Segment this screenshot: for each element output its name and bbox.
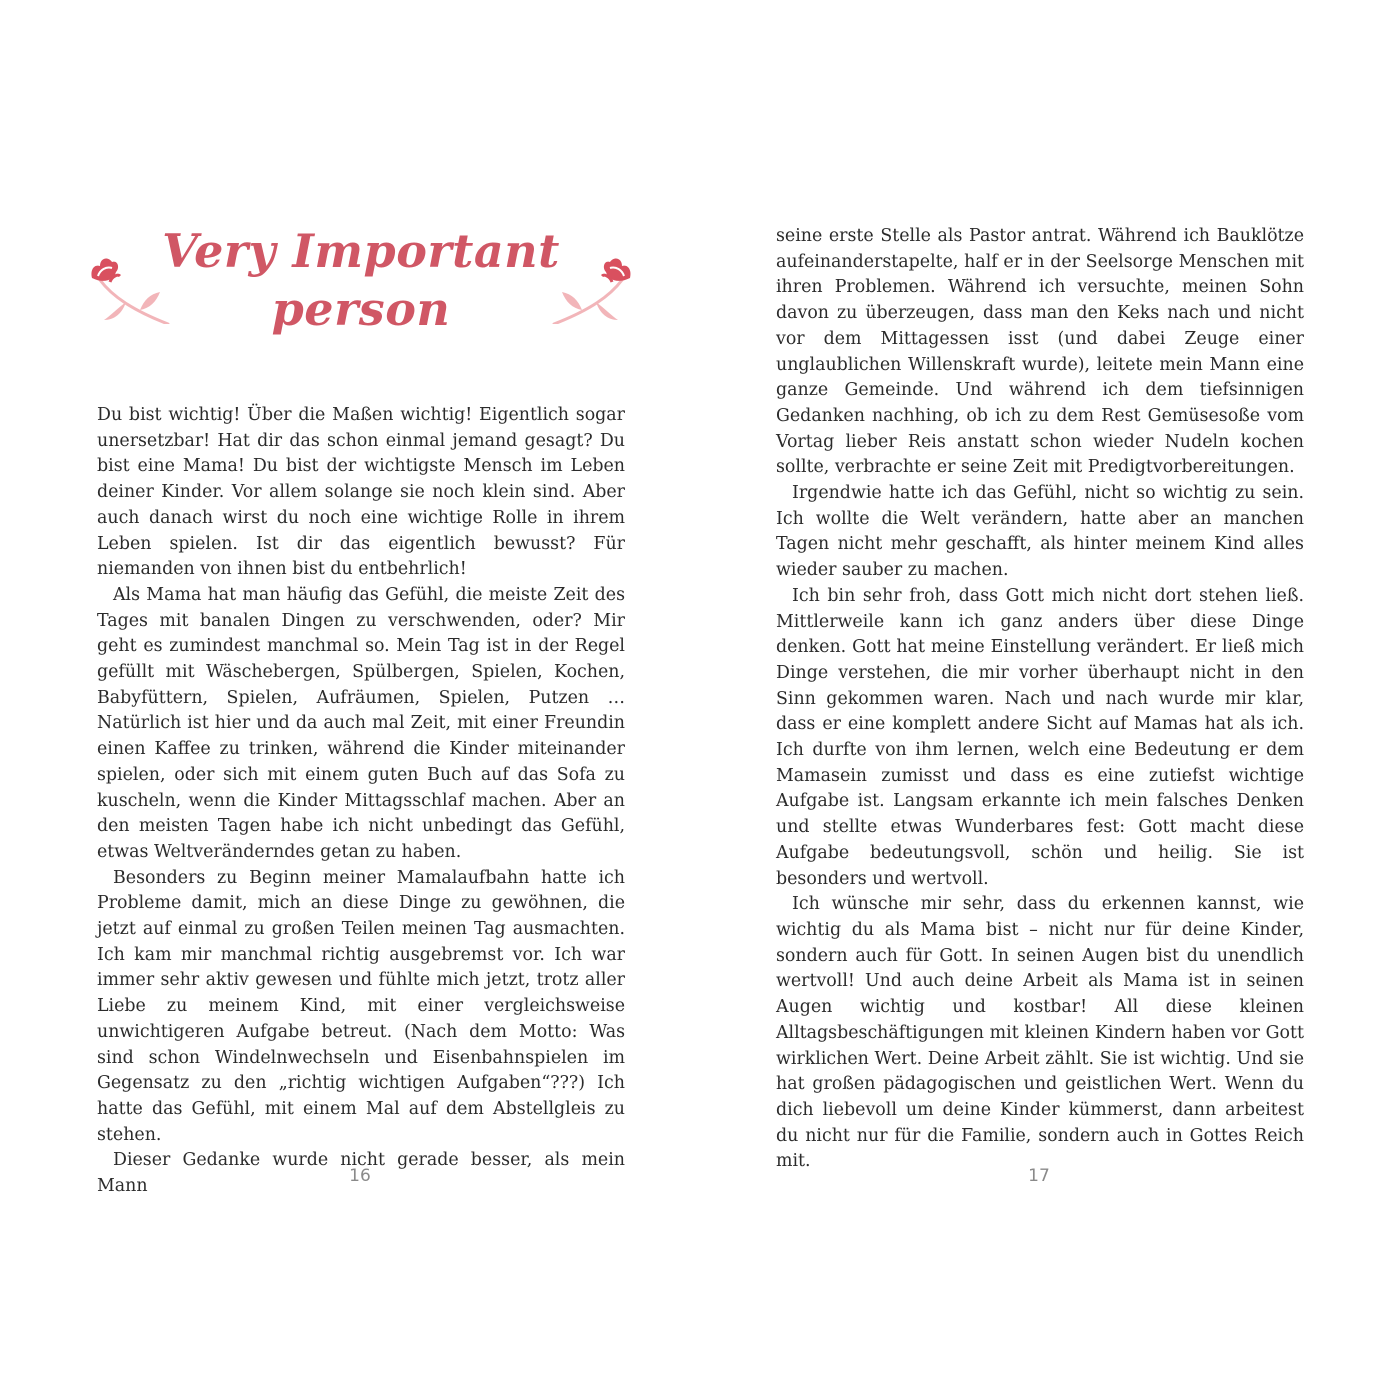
page-number: 16: [349, 1166, 371, 1186]
paragraph: Irgendwie hatte ich das Gefühl, nicht so wichtig zu sein. Ich wollte die Welt verändern, hatte aber an manchen Tagen nicht mehr geschafft, als hinter meinem Kind alles wieder sauber zu machen.: [776, 483, 1304, 581]
paragraph: seine erste Stelle als Pastor antrat. Während ich Bauklötze aufeinanderstapelte, half er in der Seelsorge Menschen mit ihren Problemen. Während ich versuchte, meinen Sohn davon zu überzeugen, dass man den Keks nach und nicht vor dem Mittagessen isst (und dabei Zeuge einer unglaublichen Willenskraft wurde), leitete mein Mann eine ganze Gemeinde. Und während ich dem tiefsinnigen Gedanken nachhing, ob ich zu dem Rest Gemüsesoße vom Vortag lieber Reis anstatt schon wieder Nudeln kochen sollte, verbrachte er seine Zeit mit Predigtvorbereitungen.: [776, 226, 1304, 478]
left-page-body: [97, 403, 625, 1200]
page-number: 17: [1028, 1166, 1050, 1186]
paragraph: Du bist wichtig! Über die Maßen wichtig! Eigentlich sogar unersetzbar! Hat dir das schon einmal jemand gesagt? Du bist eine Mama! Du bist der wichtigste Mensch im Leben deiner Kinder. Vor allem solange sie noch klein sind. Aber auch danach wirst du noch eine wichtige Rolle in ihrem Leben spielen. Ist dir das eigentlich bewusst? Für niemanden von ihnen bist du entbehrlich!: [97, 405, 625, 580]
paragraph: Ich bin sehr froh, dass Gott mich nicht dort stehen ließ. Mittlerweile kann ich ganz anders über diese Dinge denken. Gott hat meine Einstellung verändert. Er ließ mich Dinge verstehen, die mir vorher überhaupt nicht in den Sinn gekommen waren. Nach und nach wurde mir klar, dass er eine komplett andere Sicht auf Mamas hat als ich. Ich durfte von ihm lernen, welch eine Bedeutung er dem Mamasein zumisst und dass es eine zutiefst wichtige Aufgabe ist. Langsam erkannte ich mein falsches Denken und stellte etwas Wunderbares fest: Gott macht diese Aufgabe bedeutungsvoll, schön und heilig. Sie ist besonders und wertvoll.: [776, 585, 1304, 889]
right-page-body: [776, 224, 1304, 1175]
paragraph: Dieser Gedanke wurde nicht gerade besser, als mein Mann: [97, 1150, 625, 1197]
paragraph: Besonders zu Beginn meiner Mamalaufbahn hatte ich Probleme damit, mich an diese Dinge zu gewöhnen, die jetzt auf einmal zu großen Teilen meinen Tag ausmachten. Ich kam mir manchmal richtig ausgebremst vor. Ich war immer sehr aktiv gewesen und fühlte mich jetzt, trotz aller Liebe zu meinem Kind, mit einer vergleichsweise unwichtigeren Aufgabe betreut. (Nach dem Motto: Was sind schon Windelnwechseln und Eisenbahnspielen im Gegensatz zu den „richtig wichtigen Aufgaben“???) Ich hatte das Gefühl, mit einem Mal auf dem Abstellgleis zu stehen.: [97, 867, 625, 1145]
flower-branch-icon: [552, 248, 634, 324]
paragraph: Ich wünsche mir sehr, dass du erkennen kannst, wie wichtig du als Mama bist – nicht nur für deine Kinder, sondern auch für Gott. In seinen Augen bist du unendlich wertvoll! Und auch deine Arbeit als Mama ist in seinen Augen wichtig und kostbar! All diese kleinen Alltagsbeschäftigungen mit kleinen Kindern haben vor Gott wirklichen Wert. Deine Arbeit zählt. Sie ist wichtig. Und sie hat großen pädagogischen und geistlichen Wert. Wenn du dich liebevoll um deine Kinder kümmerst, dann arbeitest du nicht nur für die Familie, sondern auch in Gottes Reich mit.: [776, 894, 1304, 1172]
right-page: [700, 0, 1400, 1400]
chapter-title-line1: Very Important: [162, 224, 560, 278]
chapter-heading: [88, 222, 634, 340]
paragraph: Als Mama hat man häufig das Gefühl, die meiste Zeit des Tages mit banalen Dingen zu verschwenden, oder? Mir geht es zumindest manchmal so. Mein Tag ist in der Regel gefüllt mit Wäschebergen, Spülbergen, Spielen, Kochen, Babyfüttern, Spielen, Aufräumen, Spielen, Putzen … Natürlich ist hier und da auch mal Zeit, mit einer Freundin einen Kaffee zu trinken, während die Kinder miteinander spielen, oder sich mit einem guten Buch auf das Sofa zu kuscheln, wenn die Kinder Mittagsschlaf machen. Aber an den meisten Tagen habe ich nicht unbedingt das Gefühl, etwas Weltveränderndes getan zu haben.: [97, 584, 625, 862]
chapter-title-line2: person: [271, 282, 451, 336]
